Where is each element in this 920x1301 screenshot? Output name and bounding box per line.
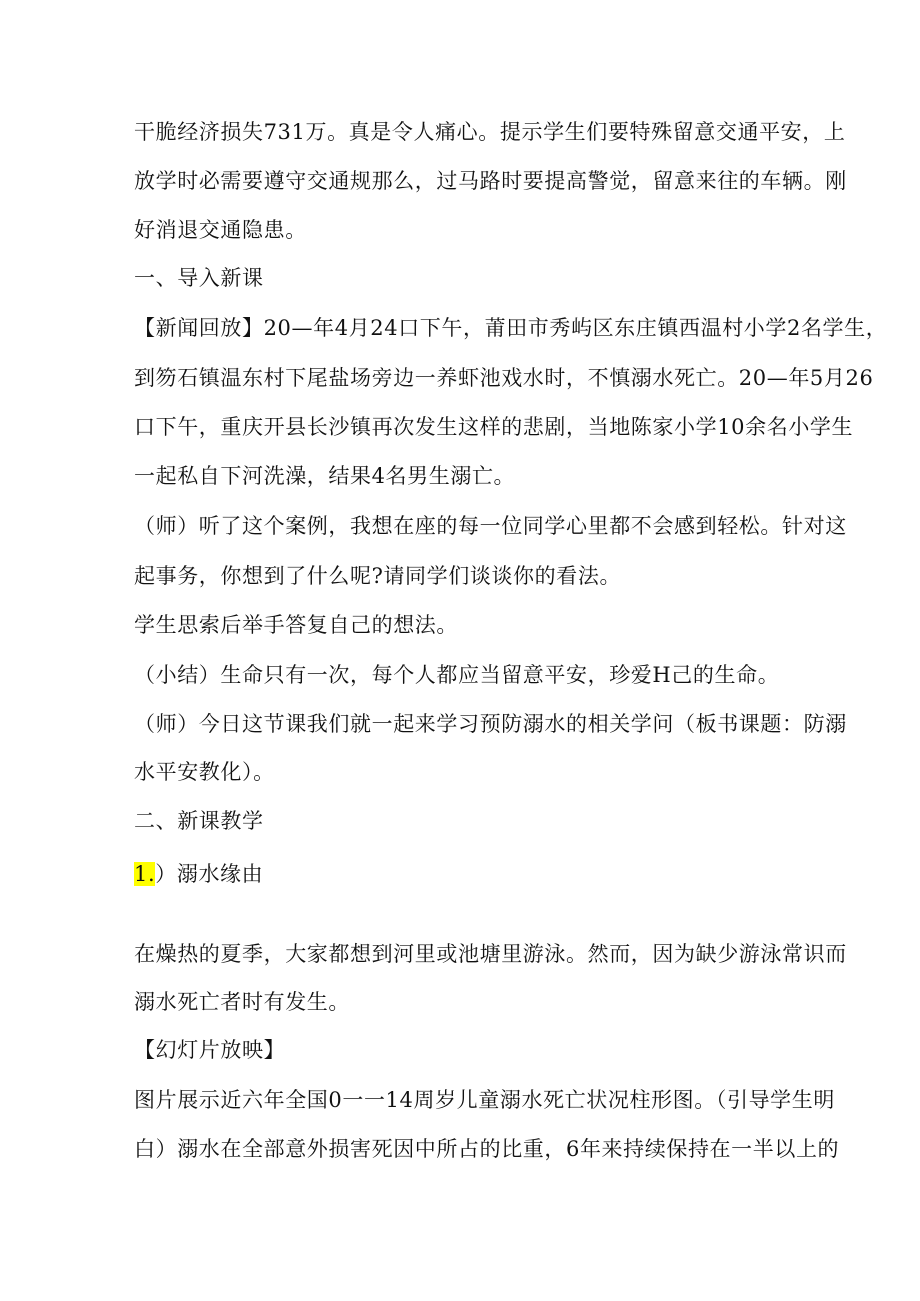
highlighted-number: 1. bbox=[134, 862, 156, 886]
paragraph-line: 【幻灯片放映】 bbox=[134, 1038, 286, 1062]
paragraph-line: 好消退交通隐患。 bbox=[134, 218, 307, 242]
paragraph-line: 一起私自下河洗澡，结果4名男生溺亡。 bbox=[134, 464, 516, 488]
paragraph-line: 图片展示近六年全国0一一14周岁儿童溺水死亡状况柱形图。（引导学生明 bbox=[134, 1088, 835, 1112]
paragraph-line: 到笏石镇温东村下尾盐场旁边一养虾池戏水时，不慎溺水死亡。20—年5月26 bbox=[134, 366, 874, 390]
subsection-title: ）溺水缘由 bbox=[155, 862, 264, 886]
paragraph-line: （小结）生命只有一次，每个人都应当留意平安，珍爱H己的生命。 bbox=[134, 663, 780, 687]
paragraph-line: 起事务，你想到了什么呢?请同学们谈谈你的看法。 bbox=[134, 564, 622, 588]
paragraph-line: 白）溺水在全部意外损害死因中所占的比重，6年来持续保持在一半以上的 bbox=[134, 1137, 840, 1161]
section-heading: 二、新课教学 bbox=[134, 809, 264, 833]
paragraph-line: 学生思索后举手答复自己的想法。 bbox=[134, 613, 458, 637]
paragraph-line: 溺水死亡者时有发生。 bbox=[134, 990, 350, 1014]
paragraph-line: 放学时必需要遵守交通规那么，过马路时要提高警觉，留意来往的车辆。刚 bbox=[134, 169, 847, 193]
paragraph-line: （师）听了这个案例，我想在座的每一位同学心里都不会感到轻松。针对这 bbox=[134, 514, 847, 538]
paragraph-line: 【新闻回放】20—年4月24口下午，莆田市秀屿区东庄镇西温村小学2名学生， bbox=[134, 316, 888, 340]
section-heading: 一、导入新课 bbox=[134, 266, 264, 290]
paragraph-line: 水平安教化）。 bbox=[134, 760, 275, 784]
paragraph-line: （师）今日这节课我们就一起来学习预防溺水的相关学问（板书课题：防溺 bbox=[134, 712, 847, 736]
paragraph-line: 在燥热的夏季，大家都想到河里或池塘里游泳。然而，因为缺少游泳常识而 bbox=[134, 942, 847, 966]
subsection-heading bbox=[134, 860, 794, 888]
paragraph-line: 干脆经济损失731万。真是令人痛心。提示学生们要特殊留意交通平安，上 bbox=[134, 120, 846, 144]
paragraph-line: 口下午，重庆开县长沙镇再次发生这样的悲剧，当地陈家小学10余名小学生 bbox=[134, 415, 854, 439]
